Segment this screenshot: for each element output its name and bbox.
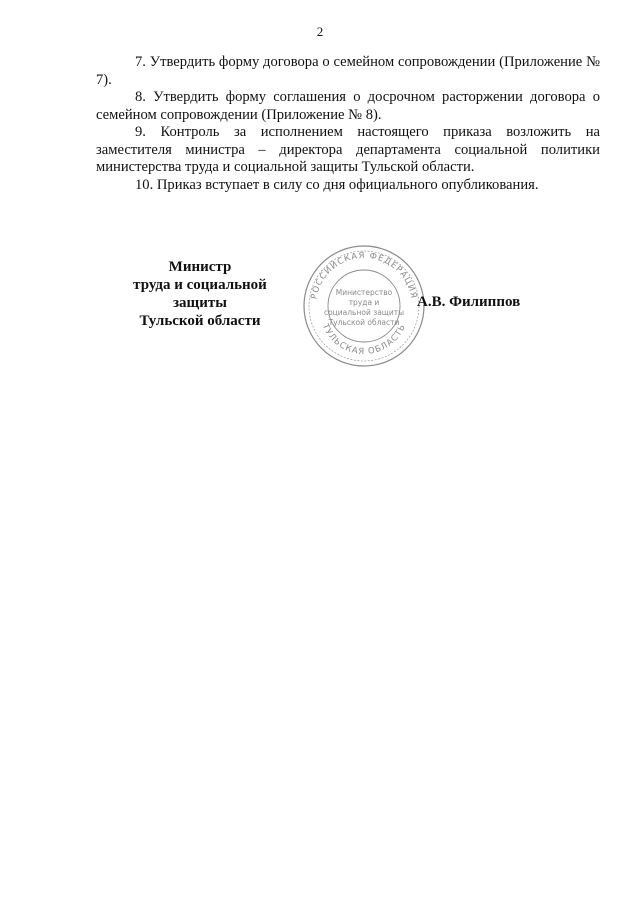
seal-outer-text-top: РОССИЙСКАЯ ФЕДЕРАЦИЯ	[309, 250, 419, 301]
position-line-2: труда и социальной защиты	[133, 277, 267, 311]
position-line-3: Тульской области	[139, 313, 261, 329]
seal-inner-line-1: Министерство	[335, 288, 393, 297]
seal-inner-line-4: Тульской области	[328, 318, 400, 327]
position-line-1: Министр	[168, 259, 232, 275]
paragraph-10: 10. Приказ вступает в силу со дня официального опубликования.	[135, 176, 539, 193]
paragraph-9: 9. Контроль за исполнением настоящего приказа возложить на заместителя министра – директора департамента социальной политики министерства труда и социальной защиты Тульской области.	[96, 124, 600, 175]
signatory-position	[110, 258, 290, 330]
seal-outer-text-bottom: ТУЛЬСКАЯ ОБЛАСТЬ	[319, 322, 409, 358]
seal-inner-line-2: труда и	[348, 298, 380, 307]
paragraph-7: 7. Утвердить форму договора о семейном сопровождении (Приложение № 7).	[96, 54, 600, 88]
official-seal-stamp	[302, 244, 426, 368]
page-number: 2	[316, 24, 324, 39]
signatory-name: А.В. Филиппов	[417, 294, 521, 310]
paragraph-8: 8. Утвердить форму соглашения о досрочном расторжении договора о семейном сопровождении (Приложение № 8).	[96, 89, 600, 123]
document-body	[96, 54, 600, 194]
seal-inner-line-3: социальной защиты	[323, 308, 405, 317]
